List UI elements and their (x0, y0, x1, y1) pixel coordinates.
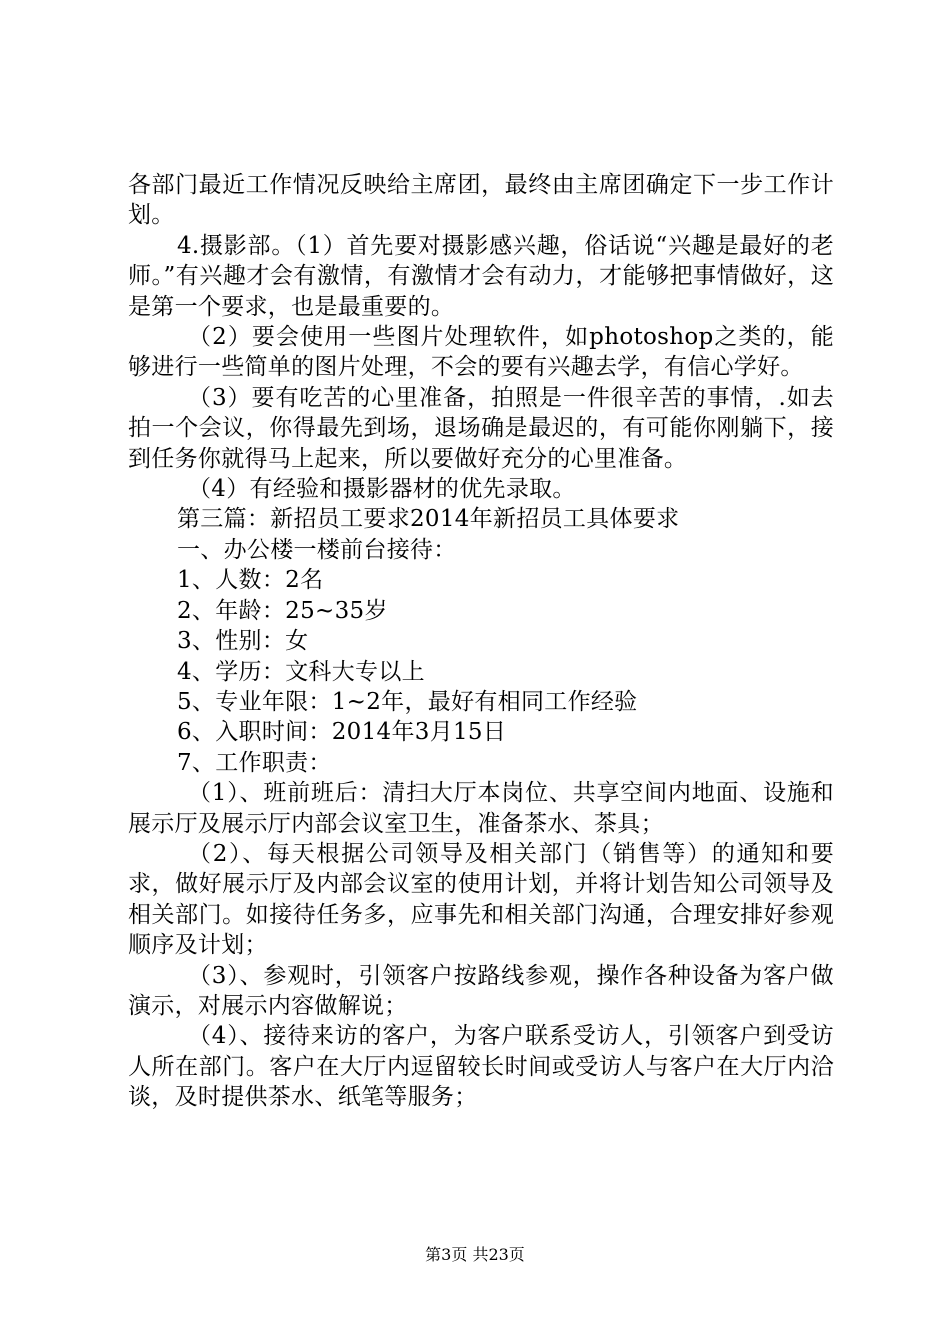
list-item: 6、入职时间：2014年3月15日 (177, 719, 507, 746)
list-item: 4、学历：文科大专以上 (177, 658, 425, 685)
duty-item: （3）、参观时，引领客户按路线参观，操作各种设备为客户做演示，对展示内容做解说； (128, 962, 834, 1019)
duty-item: （1）、班前班后：清扫大厅本岗位、共享空间内地面、设施和展示厅及展示厅内部会议室卫生，准备茶水、茶具； (128, 780, 834, 837)
duty-item: （4）、接待来访的客户，为客户联系受访人，引领客户到受访人所在部门。客户在大厅内逗留较长时间或受访人与客户在大厅内洽谈，及时提供茶水、纸笔等服务； (128, 1023, 834, 1111)
document-body (128, 170, 834, 1113)
list-item: 7、工作职责： (177, 749, 332, 776)
paragraph-requirement-3: （3）要有吃苦的心里准备，拍照是一件很辛苦的事情，.如去拍一个会议，你得最先到场，退场确是最迟的，有可能你刚躺下，接到任务你就得马上起来，所以要做好充分的心里准备。 (128, 384, 834, 472)
page-footer: 第3页 共23页 (425, 1245, 525, 1264)
paragraph-requirement-4: （4）有经验和摄影器材的优先录取。 (188, 476, 576, 503)
section-heading: 第三篇：新招员工要求2014年新招员工具体要求 (177, 506, 680, 533)
paragraph-continuation: 各部门最近工作情况反映给主席团，最终由主席团确定下一步工作计划。 (128, 172, 834, 229)
list-item: 3、性别：女 (177, 628, 309, 655)
paragraph-photography-dept: 4.摄影部。（1）首先要对摄影感兴趣，俗话说“兴趣是最好的老师。”有兴趣才会有激情，有激情才会有动力，才能够把事情做好，这是第一个要求，也是最重要的。 (128, 232, 834, 320)
list-item: 2、年龄：25~35岁 (177, 597, 388, 624)
list-item: 1、人数：2名 (177, 567, 324, 594)
duty-item: （2）、每天根据公司领导及相关部门（销售等）的通知和要求，做好展示厅及内部会议室的使用计划，并将计划告知公司领导及相关部门。如接待任务多，应事先和相关部门沟通，合理安排好参观顺序及计划； (128, 840, 834, 959)
list-item: 5、专业年限：1~2年，最好有相同工作经验 (177, 688, 638, 715)
paragraph-requirement-2: （2）要会使用一些图片处理软件，如photoshop之类的，能够进行一些简单的图片处理，不会的要有兴趣去学，有信心学好。 (128, 324, 834, 381)
subsection-heading: 一、办公楼一楼前台接待： (177, 536, 457, 563)
